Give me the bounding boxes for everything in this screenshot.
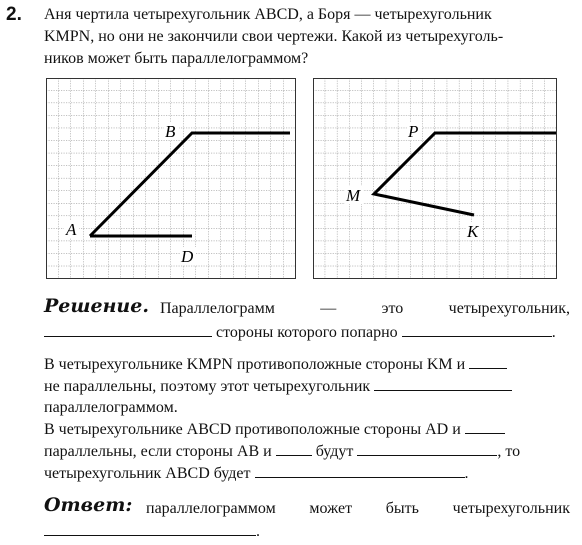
para2-text-2: параллельны, если стороны AB и [44, 443, 272, 460]
word: это [381, 300, 404, 317]
para2-line-1 [44, 418, 505, 441]
answer-blank[interactable] [357, 440, 497, 456]
para1-line-2 [44, 375, 512, 398]
answer-blank[interactable] [402, 321, 552, 337]
problem-text-1: Аня чертила четырехугольник ABCD, а Боря — четырехугольник [44, 6, 492, 23]
period: . [551, 324, 556, 341]
figure-abcd [46, 78, 296, 279]
para1-text-2: не параллельны, поэтому этот четырехугольник [44, 378, 371, 395]
problem-number: 2. [6, 4, 22, 25]
para2-text-1: В четырехугольнике ABCD противоположные стороны AD и [44, 421, 461, 438]
problem-line-1 [44, 4, 570, 26]
answer-blank[interactable] [276, 440, 312, 456]
period: . [464, 465, 469, 482]
label-d: D [181, 247, 194, 266]
word: четырехугольник, [448, 300, 570, 317]
word: может [309, 500, 353, 517]
answer-blank[interactable] [374, 375, 512, 391]
answer-line-2 [44, 520, 260, 543]
para2-text-3: будут [315, 443, 354, 460]
period: . [256, 523, 260, 540]
label-k: K [467, 222, 479, 241]
para1-line-1 [44, 353, 507, 376]
para2-text-4: , то [497, 443, 521, 460]
answer-blank[interactable] [255, 462, 465, 478]
word: — [320, 300, 337, 317]
word: быть [385, 500, 419, 517]
solution-line-2 [44, 321, 556, 344]
label-p: P [408, 122, 419, 141]
answer-blank[interactable] [465, 418, 505, 434]
figure-kmpn [313, 78, 557, 279]
grid-left [47, 79, 296, 279]
problem-line-2: KMPN, но они не закончили свои чертежи. Какой из четырехуголь- [44, 28, 504, 45]
para2-line-2 [44, 440, 520, 463]
problem-line-3: ников может быть параллелограммом? [44, 50, 309, 67]
para1-text-1: В четырехугольнике KMPN противоположные стороны KM и [44, 356, 466, 373]
answer-label: Ответ: [44, 494, 133, 516]
word: Параллелограмм [160, 300, 275, 317]
para1-line-3: параллелограммом. [44, 399, 178, 416]
answer-line-1 [146, 498, 570, 520]
answer-blank[interactable] [469, 353, 507, 369]
para2-line-3 [44, 462, 469, 485]
word: параллелограммом [146, 500, 276, 517]
answer-blank[interactable] [44, 520, 256, 536]
grid-right [314, 79, 557, 279]
solution-line-1 [160, 298, 570, 320]
label-a: A [66, 220, 77, 239]
answer-blank[interactable] [44, 321, 212, 337]
label-m: M [346, 186, 361, 205]
para2-text-5: четырехугольник ABCD будет [44, 465, 251, 482]
word: четырехугольник [452, 500, 570, 517]
label-b: B [165, 122, 176, 141]
solution-text: стороны которого попарно [216, 324, 398, 341]
solution-label: Решение. [44, 295, 149, 317]
